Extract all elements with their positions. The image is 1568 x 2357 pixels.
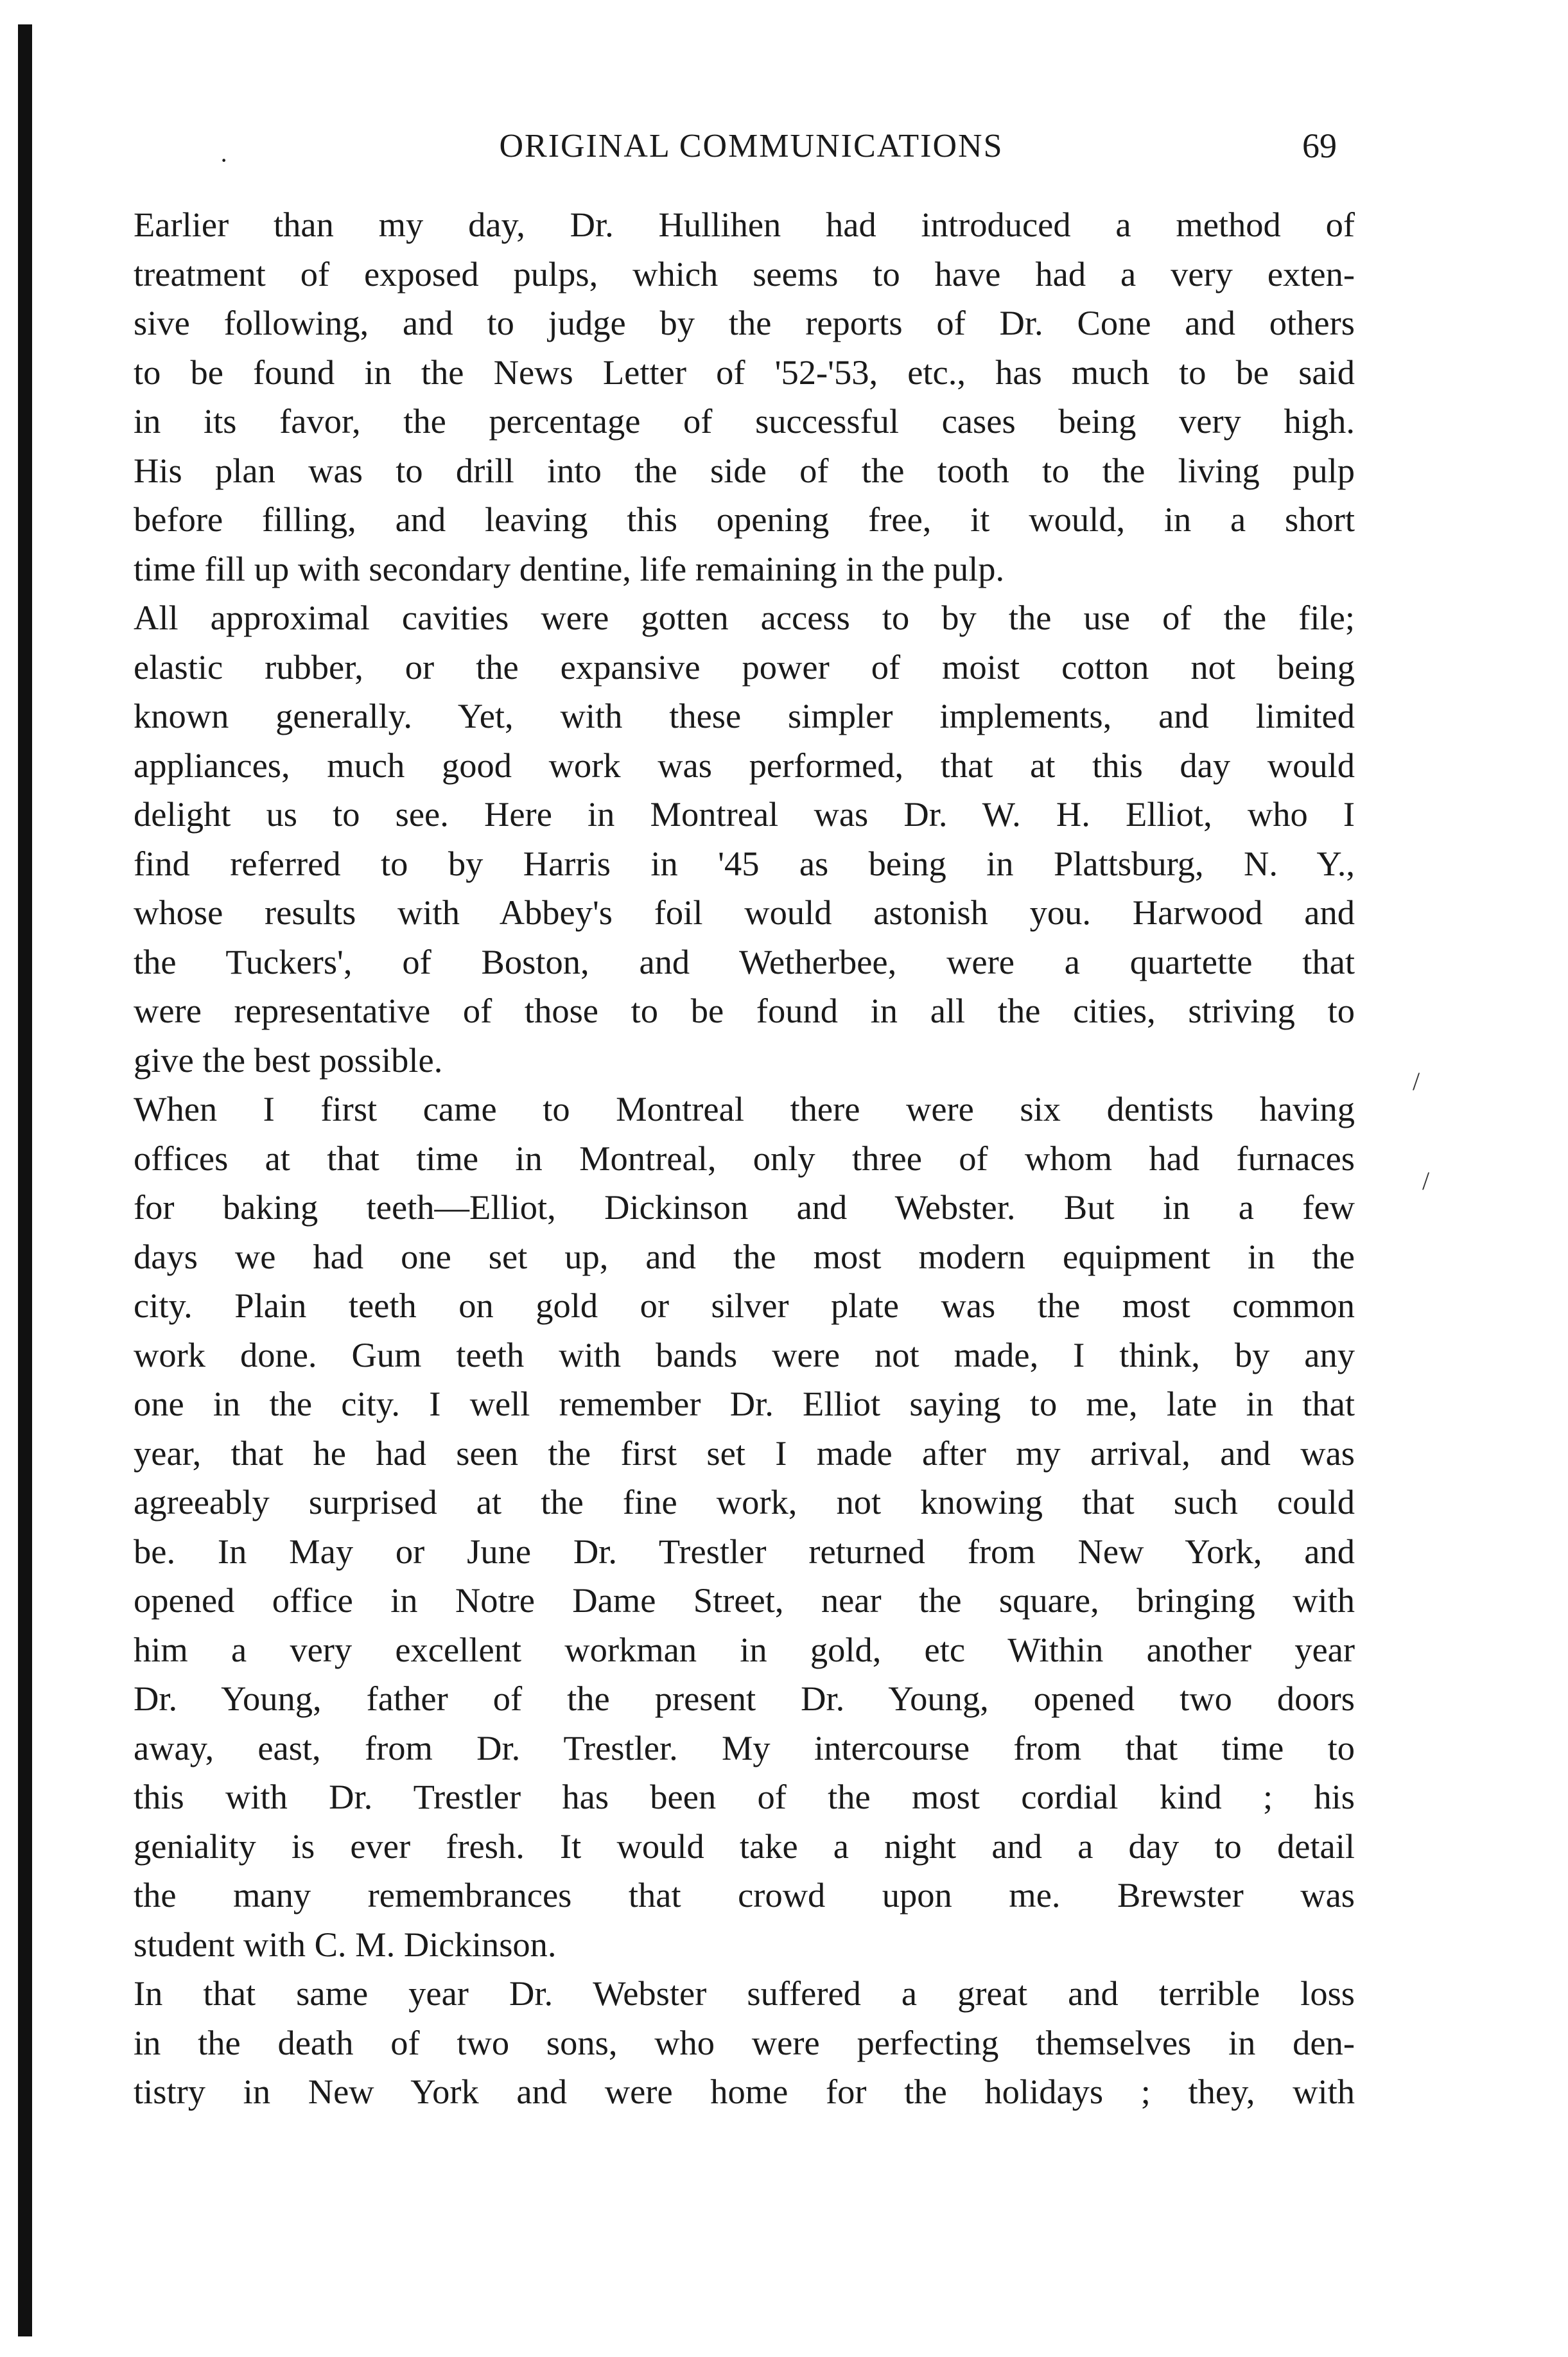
text-line: find referred to by Harris in '45 as being in Plattsburg, N. Y., [134, 843, 1355, 883]
text-line: student with C. M. Dickinson. [134, 1924, 557, 1964]
text-line: year, that he had seen the first set I made after my arrival, and was [134, 1433, 1355, 1473]
text-line: this with Dr. Trestler has been of the most cordial kind ; his [134, 1777, 1355, 1816]
page-header [154, 121, 1348, 179]
header-dot: · [220, 146, 229, 175]
text-line: days we had one set up, and the most modern equipment in the [134, 1236, 1355, 1276]
text-line: opened office in Notre Dame Street, near the square, bringing with [134, 1581, 1355, 1620]
body-text [134, 200, 1355, 2117]
text-line: to be found in the News Letter of '52-'53, etc., has much to be said [134, 352, 1355, 392]
text-line: Dr. Young, father of the present Dr. Young, opened two doors [134, 1679, 1355, 1718]
margin-mark: / [1413, 1067, 1420, 1096]
paragraph-3 [134, 1085, 1355, 1969]
text-line: were representative of those to be found in all the cities, striving to [134, 991, 1355, 1030]
text-line: give the best possible. [134, 1040, 443, 1080]
text-line: All approximal cavities were gotten access to by the use of the file; [134, 598, 1355, 637]
text-line: known generally. Yet, with these simpler implements, and limited [134, 696, 1355, 735]
text-line: offices at that time in Montreal, only three of whom had furnaces [134, 1138, 1355, 1178]
text-line: In that same year Dr. Webster suffered a great and terrible loss [134, 1974, 1355, 2013]
text-line: treatment of exposed pulps, which seems to have had a very exten- [134, 254, 1355, 294]
text-line: work done. Gum teeth with bands were not made, I think, by any [134, 1335, 1355, 1374]
text-line: be. In May or June Dr. Trestler returned from New York, and [134, 1531, 1355, 1571]
text-line: in the death of two sons, who were perfecting themselves in den- [134, 2022, 1355, 2062]
text-line: geniality is ever fresh. It would take a night and a day to detail [134, 1826, 1355, 1866]
text-line: for baking teeth—Elliot, Dickinson and Webster. But in a few [134, 1187, 1355, 1227]
text-line: When I first came to Montreal there were six dentists having [134, 1089, 1355, 1128]
text-line: elastic rubber, or the expansive power of moist cotton not being [134, 647, 1355, 687]
page-number: 69 [1302, 127, 1337, 165]
text-line: delight us to see. Here in Montreal was Dr. W. H. Elliot, who I [134, 794, 1355, 834]
text-line: Earlier than my day, Dr. Hullihen had introduced a method of [134, 205, 1355, 244]
text-line: time fill up with secondary dentine, life remaining in the pulp. [134, 548, 1005, 588]
paragraph-4 [134, 1969, 1355, 2117]
text-line: sive following, and to judge by the reports of Dr. Cone and others [134, 303, 1355, 342]
paragraph-2 [134, 593, 1355, 1085]
running-head: ORIGINAL COMMUNICATIONS [499, 128, 1004, 164]
paragraph-1 [134, 200, 1355, 593]
text-line: before filling, and leaving this opening free, it would, in a short [134, 500, 1355, 539]
text-line: away, east, from Dr. Trestler. My intercourse from that time to [134, 1728, 1355, 1767]
text-line: whose results with Abbey's foil would astonish you. Harwood and [134, 893, 1355, 932]
text-line: him a very excellent workman in gold, etc Within another year [134, 1629, 1355, 1669]
text-line: appliances, much good work was performed, that at this day would [134, 745, 1355, 785]
text-line: the Tuckers', of Boston, and Wetherbee, were a quartette that [134, 942, 1355, 981]
text-line: the many remembrances that crowd upon me. Brewster was [134, 1875, 1355, 1915]
text-line: agreeably surprised at the fine work, not knowing that such could [134, 1482, 1355, 1521]
margin-mark: / [1422, 1166, 1430, 1195]
text-line: city. Plain teeth on gold or silver plate was the most common [134, 1286, 1355, 1325]
text-line: one in the city. I well remember Dr. Elliot saying to me, late in that [134, 1384, 1355, 1423]
text-line: His plan was to drill into the side of the tooth to the living pulp [134, 450, 1355, 490]
binding-edge [18, 24, 32, 2336]
text-line: tistry in New York and were home for the holidays ; they, with [134, 2072, 1355, 2111]
text-line: in its favor, the percentage of successful cases being very high. [134, 401, 1355, 441]
